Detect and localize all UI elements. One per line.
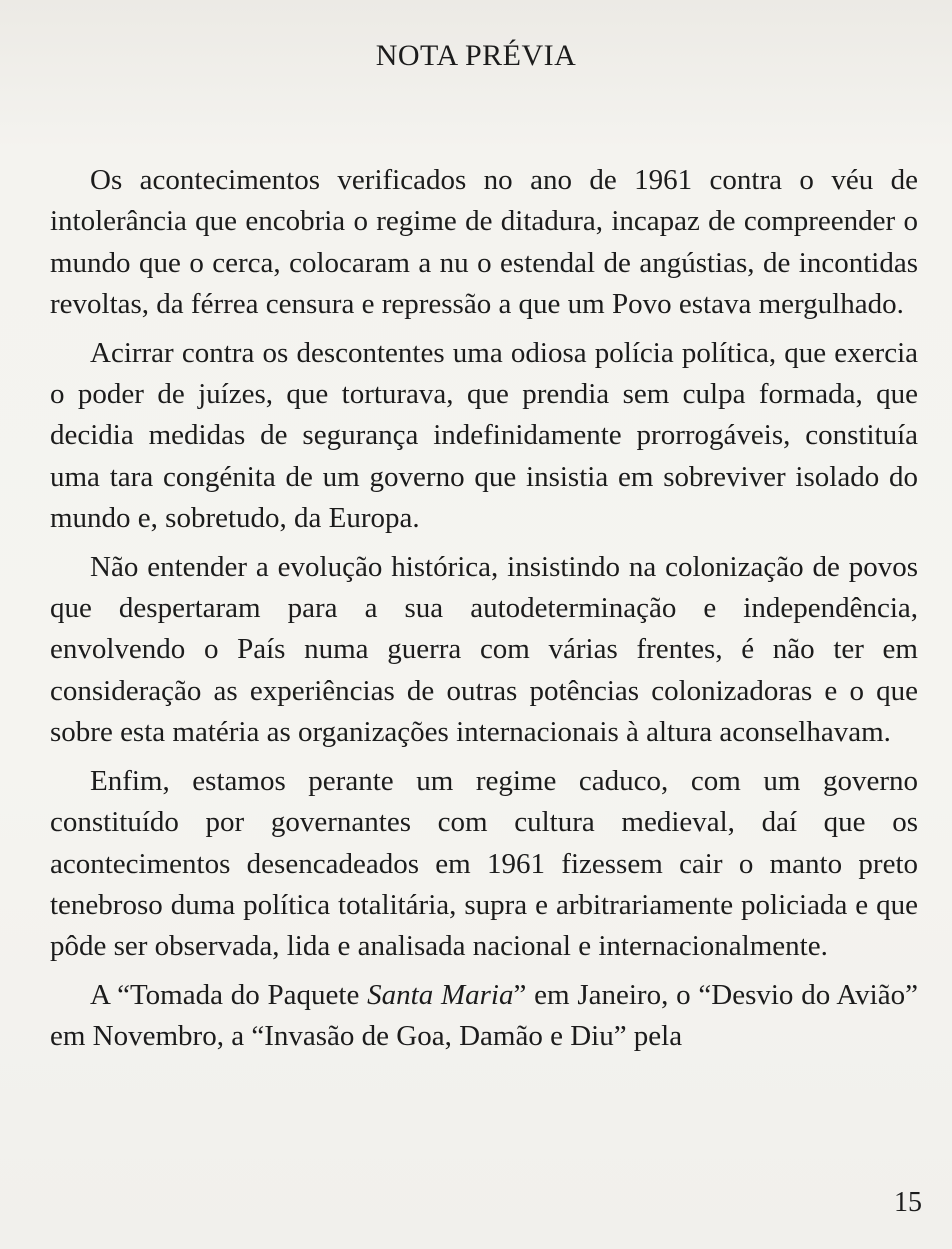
page-title: NOTA PRÉVIA <box>375 39 577 72</box>
ship-name: Santa Maria <box>367 978 514 1011</box>
paragraph-2: Acirrar contra os descontentes uma odiosa polícia política, que exercia o poder de juízes, que torturava, que prendia sem culpa formada, que decidia medidas de segurança indefinidamente prorrogáveis, constituía uma tara congénita de um governo que insistia em sobreviver isolado do mundo e, sobretudo, da Europa. <box>50 336 918 535</box>
paragraph-5-end: ” em Janeiro, o “Desvio do Avião” em Novembro, a “Invasão de Goa, Damão e Diu” pela <box>50 978 918 1053</box>
paragraph-1: Os acontecimentos verificados no ano de 1961 contra o véu de intolerância que encobria o regime de ditadura, incapaz de compreender o mundo que o cerca, colocaram a nu o estendal de angústias, de incontidas revoltas, da férrea censura e repressão a que um Povo estava mergulhado. <box>50 164 918 321</box>
page-number: 15 <box>894 1187 922 1218</box>
paragraph-5 <box>50 975 918 1058</box>
paragraph-4: Enfim, estamos perante um regime caduco, com um governo constituído por governantes com cultura medieval, daí que os acontecimentos desencadeados em 1961 fizessem cair o manto preto tenebroso duma política totalitária, supra e arbitrariamente policiada e que pôde ser observada, lida e analisada nacional e internacionalmente. <box>50 764 918 963</box>
body-text <box>50 160 918 1065</box>
paragraph-3: Não entender a evolução histórica, insistindo na colonização de povos que despertaram para a sua autodeterminação e independência, envolvendo o País numa guerra com várias frentes, é não ter em consideração as experiências de outras potências colonizadoras e o que sobre esta matéria as organizações internacionais à altura aconselhavam. <box>50 550 918 749</box>
paragraph-5-start: A “Tomada do Paquete <box>90 978 368 1011</box>
